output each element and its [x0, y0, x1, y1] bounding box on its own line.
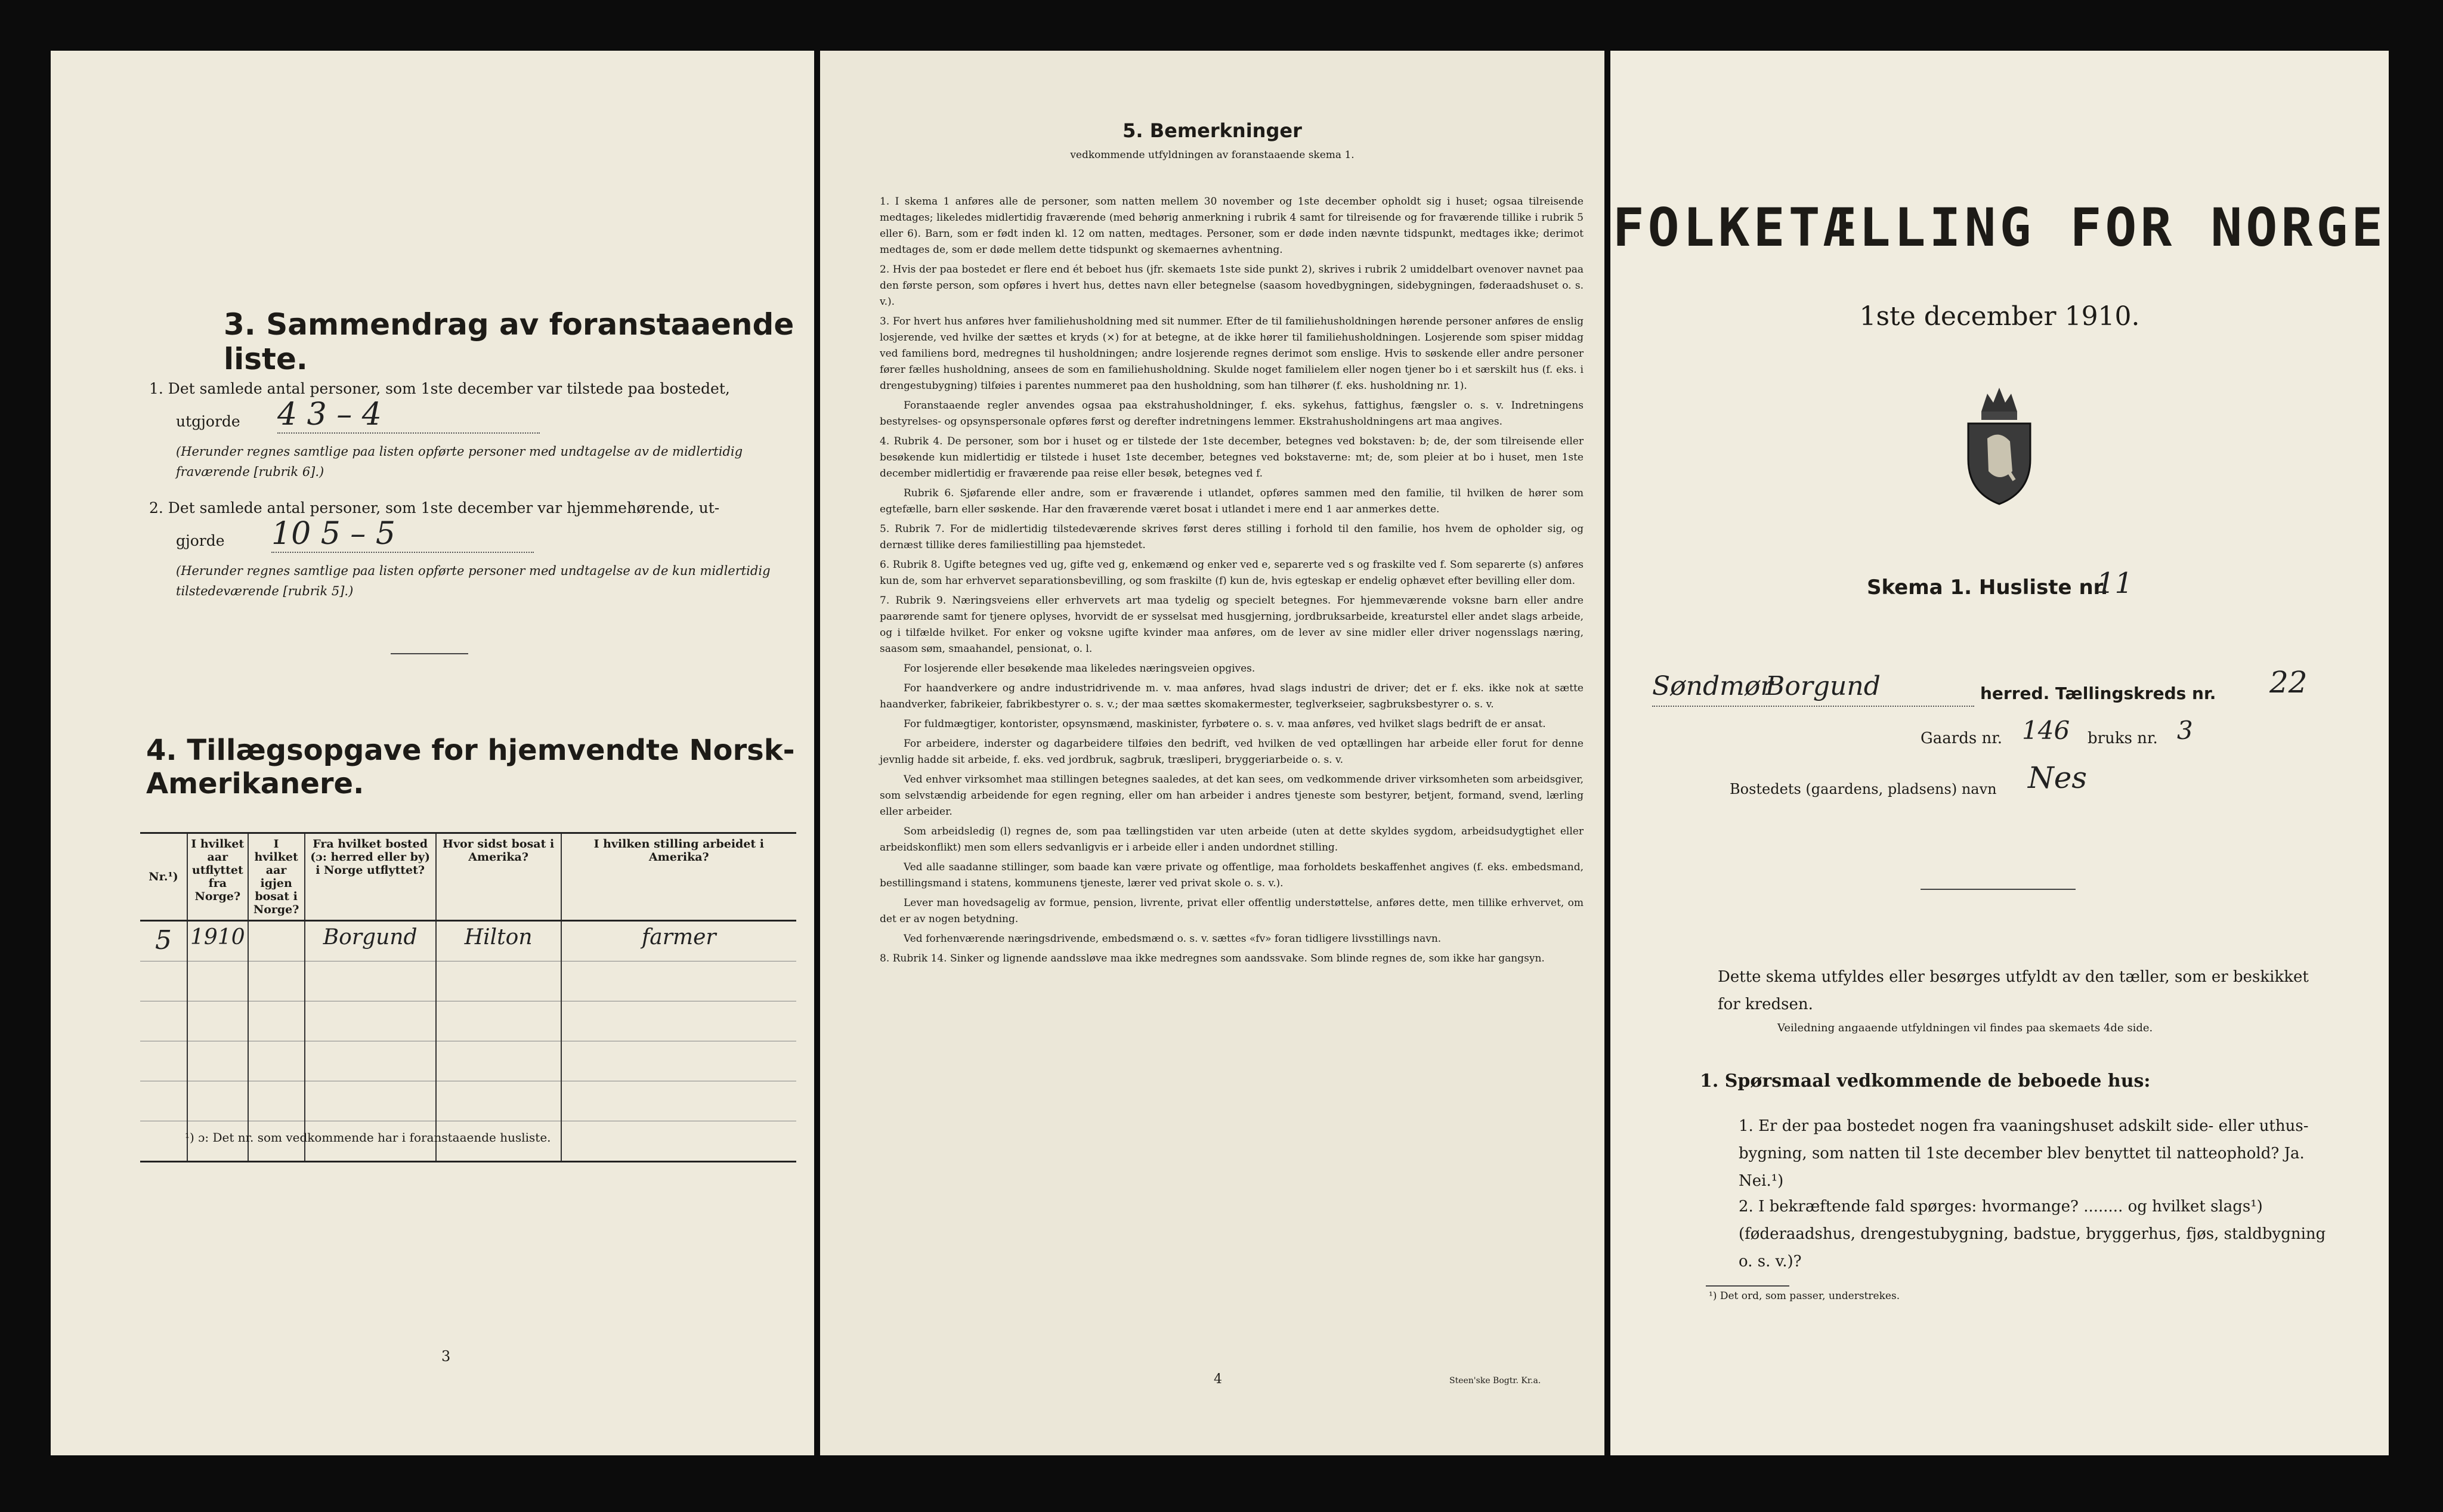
cell-utflyttet: 1910 [187, 921, 248, 961]
remark-3: 3. For hvert hus anføres hver familiehusholdning med sit nummer. Efter de til familiehusholdningen hørende personer anføres de enslig losjerende, ved hvilke der sættes et kryds (×) for at betegne, at de ikke hører til familiehusholdningen. Losjerende som spiser middag ved familiens bord, medregnes til husholdningen; andre losjerende regnes derimot som enslige. Hvis to søskende eller andre personer fører fælles husholdning, ansees de som en familiehusholdning. Skulde noget familielem eller nogen tjener bo i et særskilt hus (f. eks. i drengestubygning) tilføies i parentes nummeret paa den husholdning, som han tilhører (f. eks. husholdning nr. 1). [880, 316, 1584, 392]
remark-3b: Foranstaaende regler anvendes ogsaa paa ekstrahusholdninger, f. eks. sykehus, fattighus, fængsler o. s. v. Indretningens bestyrelses- og opsynspersonale opføres først og derefter indretningens lemmer. Ekstrahusholdningens art maa angives. [880, 400, 1584, 428]
cell-fra-bosted: Borgund [305, 921, 436, 961]
item1-text: 1. Det samlede antal personer, som 1ste december var tilstede paa bostedet, [149, 380, 730, 397]
item1-note: (Herunder regnes samtlige paa listen opførte personer med undtagelse av de midlertidig fraværende [rubrik 6].) [176, 444, 743, 479]
q1-title: 1. Spørsmaal vedkommende de beboede hus: [1700, 1071, 2151, 1092]
district-hand: Søndmør [1652, 671, 1773, 701]
remark-7e: For arbeidere, inderster og dagarbeidere tilføies den bedrift, ved hvilken de ved optællingen har arbeide eller forut for denne jevnlig hadde sit arbeide, f. eks. ved jordbruk, sagbruk, træsliperi, bryggeriarbeide o. s. v. [880, 738, 1584, 766]
remark-1: 1. I skema 1 anføres alle de personer, som natten mellem 30 november og 1ste december opholdt sig i huset; ogsaa tilreisende medtages; likeledes midlertidig fraværende (med behørig anmerkning i rubrik 4 samt for tilreisende og for fraværende tillike i rubrik 5 eller 6). Barn, som er født inden kl. 12 om natten, medtages. Personer, som er døde inden nævnte tidspunkt, medtages ikke; derimot medtages de, som er døde mellem dette tidspunkt og skemaernes avhentning. [880, 196, 1584, 256]
remark-4: 4. Rubrik 4. De personer, som bor i huset og er tilstede der 1ste december, betegnes ved bokstaven: b; de, der som tilreisende eller besøkende kun midlertidig er tilstede i huset 1ste december, betegnes ved bokstaverne: mt; de, som pleier at bo i huset, men 1ste december midlertidig er fraværende paa reise eller besøk, betegnes ved f. [880, 435, 1584, 480]
footnote-rule [1706, 1285, 1789, 1287]
remark-7g: Som arbeidsledig (l) regnes de, som paa tællingstiden var uten arbeide (uten at dette skyldes sygdom, arbeidsudygtighet eller arbeidskonflikt) men som ellers sedvanligvis er i arbeide eller i anden undordnet stilling. [880, 825, 1584, 854]
item1-prefix: utgjorde [176, 413, 240, 430]
remarks-title: 5. Bemerkninger [1122, 119, 1302, 142]
item1-value: 4 3 – 4 [277, 397, 540, 434]
item2-value: 10 5 – 5 [271, 516, 534, 553]
herred-label: herred. Tællingskreds nr. [1980, 684, 2216, 703]
th-fra-bosted: Fra hvilket bosted (ɔ: herred eller by) i Norge utflyttet? [305, 833, 436, 921]
remark-5: 5. Rubrik 7. For de midlertidig tilstedeværende skrives først deres stilling i forhold til den familie, hos hvem de opholder sig, og dernæst tillike deres familiestilling paa hjemstedet. [880, 523, 1584, 551]
remark-7h: Ved alle saadanne stillinger, som baade kan være private og offentlige, maa forholdets beskaffenhet angives (f. eks. embedsmand, bestillingsmand i statens, kommunens tjeneste, lærer ved privat skole o. s. v.). [880, 861, 1584, 889]
gaards-label: Gaards nr. [1921, 729, 2003, 747]
q1-1: 1. Er der paa bostedet nogen fra vaaningshuset adskilt side- eller uthus-bygning, som natten til 1ste december blev benyttet til natteophold? Ja. Nei.¹) [1739, 1117, 2309, 1190]
table-row [140, 1041, 796, 1081]
table-row [140, 1001, 796, 1041]
th-amerika-bosat: Hvor sidst bosat i Amerika? [436, 833, 561, 921]
printer-mark: Steen'ske Bogtr. Kr.a. [1449, 1376, 1541, 1386]
item2-prefix: gjorde [176, 532, 225, 549]
item2-note: (Herunder regnes samtlige paa listen opførte personer med undtagelse av de kun midlertidig tilstedeværende [rubrik 5].) [176, 564, 771, 598]
cell-nr: 5 [140, 921, 187, 961]
bruks-label: bruks nr. [2088, 729, 2158, 747]
divider [391, 653, 468, 654]
remark-8: 8. Rubrik 14. Sinker og lignende aandssløve maa ikke medregnes som aandssvake. Som blinde regnes de, som ikke har gangsyn. [880, 953, 1545, 964]
section4-title: 4. Tillægsopgave for hjemvendte Norsk-Amerikanere. [146, 734, 795, 800]
bosted-label: Bostedets (gaardens, pladsens) navn [1730, 781, 1997, 797]
cell-stilling: farmer [561, 921, 796, 961]
remark-7i: Lever man hovedsagelig av formue, pension, livrente, privat eller offentlig understøttelse, anføres dette, men tillike erhvervet, om det er av nogen betydning. [880, 897, 1584, 925]
left-footnote: ¹) ɔ: Det nr. som vedkommende har i foranstaaende husliste. [185, 1130, 551, 1145]
coat-of-arms-icon [1958, 382, 2041, 507]
bruks-nr: 3 [2177, 716, 2193, 745]
table-row [140, 1081, 796, 1121]
norsk-amerikanere-table [140, 832, 796, 1162]
left-page [51, 51, 814, 1455]
right-page [1610, 51, 2389, 1455]
bosted-name: Nes [2028, 760, 2087, 795]
skema-label: Skema 1. Husliste nr. [1867, 576, 2108, 599]
remark-7d: For fuldmægtiger, kontorister, opsynsmænd, maskinister, fyrbøtere o. s. v. maa anføres, ved hvilket slags bedrift de er ansat. [904, 718, 1546, 730]
table-row [140, 921, 796, 961]
remark-7j: Ved forhenværende næringsdrivende, embedsmænd o. s. v. sættes «fv» foran tidligere livsstillings navn. [904, 933, 1442, 945]
taellingskreds-nr: 22 [2269, 665, 2308, 700]
husliste-nr: 11 [2096, 567, 2133, 600]
remark-2: 2. Hvis der paa bostedet er flere end ét beboet hus (jfr. skemaets 1ste side punkt 2), skrives i rubrik 2 umiddelbart ovenover navnet paa den første person, som opføres i hvert hus, dettes navn eller betegnelse (saasom hovedbygningen, sidebygningen, føderaadshuset o. s. v.). [880, 264, 1584, 308]
census-title: FOLKETÆLLING FOR NORGE [1612, 197, 2387, 258]
section3-title: 3. Sammendrag av foranstaaende liste. [224, 307, 794, 376]
middle-page-number: 4 [1214, 1372, 1222, 1387]
middle-page [820, 51, 1604, 1455]
left-page-number: 3 [441, 1348, 451, 1365]
th-stilling: I hvilken stilling arbeidet i Amerika? [561, 833, 796, 921]
item2-text: 2. Det samlede antal personer, som 1ste december var hjemmehørende, ut- [149, 499, 720, 517]
remark-7f: Ved enhver virksomhet maa stillingen betegnes saaledes, at det kan sees, om vedkommende driver virksomheten som arbeidsgiver, som selvstændig arbeidende for egen regning, eller om han arbeider i andres tjeneste som bestyrer, betjent, formand, svend, lærling eller arbeider. [880, 774, 1584, 818]
intro-text: Dette skema utfyldes eller besørges utfyldt av den tæller, som er beskikket for kredsen. [1718, 968, 2309, 1013]
gaards-nr: 146 [2022, 716, 2070, 745]
intro-note: Veiledning angaaende utfyldningen vil findes paa skemaets 4de side. [1777, 1022, 2153, 1034]
remark-7c: For haandverkere og andre industridrivende m. v. maa anføres, hvad slags industri de driver; det er f. eks. ikke nok at sætte haandverker, fabrikeier, fabrikbestyrer o. s. v.; der maa sættes skomakermester, teglverkseier, sagbruksbestyrer o. s. v. [880, 682, 1584, 710]
census-date: 1ste december 1910. [1859, 301, 2140, 332]
right-footnote: ¹) Det ord, som passer, understrekes. [1709, 1290, 1900, 1302]
remark-6: 6. Rubrik 8. Ugifte betegnes ved ug, gifte ved g, enkemænd og enker ved e, separerte ved s og fraskilte ved f. Som separerte (s) anføres kun de, som har erhvervet separationsbevilling, og som fraskilte (f) kun de, hvis egteskap er endelig ophævet efter bevilling eller dom. [880, 559, 1584, 587]
q1-2: 2. I bekræftende fald spørges: hvormange? ........ og hvilket slags¹) (føderaadshus, drengestubygning, badstue, bryggerhus, fjøs, staldbygning o. s. v.)? [1739, 1198, 2326, 1270]
cell-igjen-bosat [248, 921, 305, 961]
herred-line [1652, 706, 1974, 707]
remark-7: 7. Rubrik 9. Næringsveiens eller erhvervets art maa tydelig og specielt betegnes. For hjemmeværende voksne barn eller andre paarørende samt for tjenere oplyses, hvorvidt de er sysselsat med husgjerning, jordbruksarbeide, kreaturstel eller andet slags arbeide, og i tilfælde hvilket. For enker og voksne ugifte kvinder maa anføres, om de lever av sine midler eller driver nogensslags næring, saasom søm, smaahandel, pensionat, o. l. [880, 595, 1584, 655]
remark-4b: Rubrik 6. Sjøfarende eller andre, som er fraværende i utlandet, opføres sammen med den familie, til hvilken de hører som egtefælle, barn eller søskende. Har den fraværende været bosat i utlandet i mere end 1 aar anmerkes dette. [880, 487, 1584, 515]
th-utflyttet: I hvilket aar utflyttet fra Norge? [187, 833, 248, 921]
table-row [140, 961, 796, 1001]
remark-7b: For losjerende eller besøkende maa likeledes næringsveien opgives. [904, 663, 1255, 675]
th-nr: Nr.¹) [149, 870, 178, 883]
cell-amerika-bosat: Hilton [436, 921, 561, 961]
remarks-body [880, 194, 1584, 970]
herred-hand: Borgund [1765, 671, 1881, 701]
remarks-subtitle: vedkommende utfyldningen av foranstaaende skema 1. [1070, 149, 1355, 161]
th-igjen-bosat: I hvilket aar igjen bosat i Norge? [248, 833, 305, 921]
ornament-divider [1921, 889, 2076, 890]
